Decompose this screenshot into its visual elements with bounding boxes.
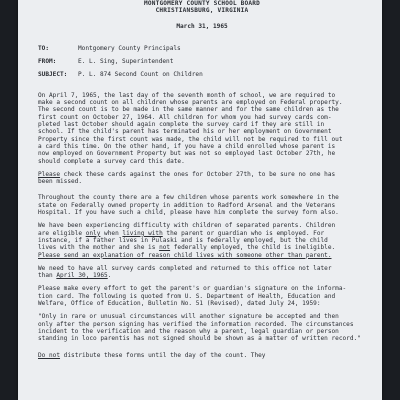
to-label: TO: bbox=[38, 44, 50, 52]
paragraph-federal-property: Throughout the county there are a few children whose parents work somewhere in the state on Federally owned property in addition to Radford Arsenal and the Veterans Hospital. If you have such a child, please have him complete the survey form also. bbox=[38, 194, 339, 217]
do-not-emphasis: Do not bbox=[38, 351, 61, 359]
memo-page bbox=[18, 0, 382, 400]
separated-text-d: federally employed, the child is ineligible. bbox=[173, 244, 336, 252]
subject-label: SUBJECT: bbox=[38, 70, 68, 78]
deadline-date: April 30, 1965 bbox=[56, 272, 108, 280]
please-emphasis: Please bbox=[38, 170, 61, 178]
memo-document bbox=[38, 0, 366, 359]
living-with-emphasis: living with bbox=[122, 229, 163, 237]
paragraph-deadline bbox=[38, 265, 366, 280]
memo-date: March 31, 1965 bbox=[176, 22, 228, 30]
paragraph-quotation: "Only in rare or unusual circumstances will another signature be accepted and then only after the person signing has verified the information recorded. The circumstances incident to the verification and the reason why a parent, legal guardian or person standing in loco parentis has not signed should be shown as a matter of written record." bbox=[38, 313, 361, 343]
memo-header-block bbox=[38, 45, 366, 84]
memo-from-row bbox=[38, 58, 366, 71]
subject-value: P. L. 874 Second Count on Children bbox=[78, 70, 203, 78]
to-value: Montgomery County Principals bbox=[78, 44, 181, 52]
deadline-text-a: We need to have all survey cards completed and returned to this office not later than bbox=[38, 264, 332, 280]
from-label: FROM: bbox=[38, 57, 57, 65]
paragraph-check-cards bbox=[38, 171, 366, 186]
from-value: E. L. Sing, Superintendent bbox=[78, 57, 174, 65]
separated-text-b: when bbox=[100, 229, 123, 237]
separated-text-a: We have been experiencing difficulty with children of separated parents. Children are eligible bbox=[38, 222, 336, 237]
paragraph-distribution bbox=[38, 352, 366, 359]
memo-subject-row bbox=[38, 71, 366, 84]
paragraph-separated-parents bbox=[38, 222, 366, 258]
org-location: CHRISTIANSBURG, VIRGINIA bbox=[155, 7, 249, 15]
only-emphasis: only bbox=[85, 229, 101, 237]
separated-text-c: the parent or guardian who is employed. For instance, if a father lives in Pulaski and is federally employed, but the child lives with the mother and she is bbox=[38, 229, 328, 252]
paragraph-signature: Please make every effort to get the parent's or guardian's signature on the informa- tion card. The following is quoted from U. S. Department of Health, Education and Welfare, Office of Education, Bulletin No. 51 (Revised), dated July 24, 1959: bbox=[38, 285, 347, 308]
check-cards-text: check these cards against the ones for October 27th, to be sure no one has been missed. bbox=[38, 170, 336, 186]
paragraph-second-count: On April 7, 1965, the last day of the seventh month of school, we are required to make a second count on all children whose parents are employed on Federal property. The second count is to be made in the same manner and for the same children as the first count on October 27, 1964. All children for whom you had survey cards com- pleted last October should again complete the survey card if they are still in school. If the child's parent has terminated his or her employment on Government Property since the first count was made, the child will not be required to fill out a card this time. On the other hand, if you have a child enrolled whose parent is now employed on Government Property but was not so employed last October 27th, he should complete a survey card this date. bbox=[38, 91, 343, 165]
memo-to-row bbox=[38, 45, 366, 58]
not-emphasis: not bbox=[159, 244, 171, 252]
deadline-text-b: . bbox=[107, 272, 112, 280]
org-name: MONTGOMERY COUNTY SCHOOL BOARD bbox=[143, 0, 261, 7]
distribution-text: distribute these forms until the day of the count. They bbox=[60, 351, 266, 359]
explanation-request: Please send an explanation of reason child lives with someone other than parent. bbox=[38, 251, 332, 259]
